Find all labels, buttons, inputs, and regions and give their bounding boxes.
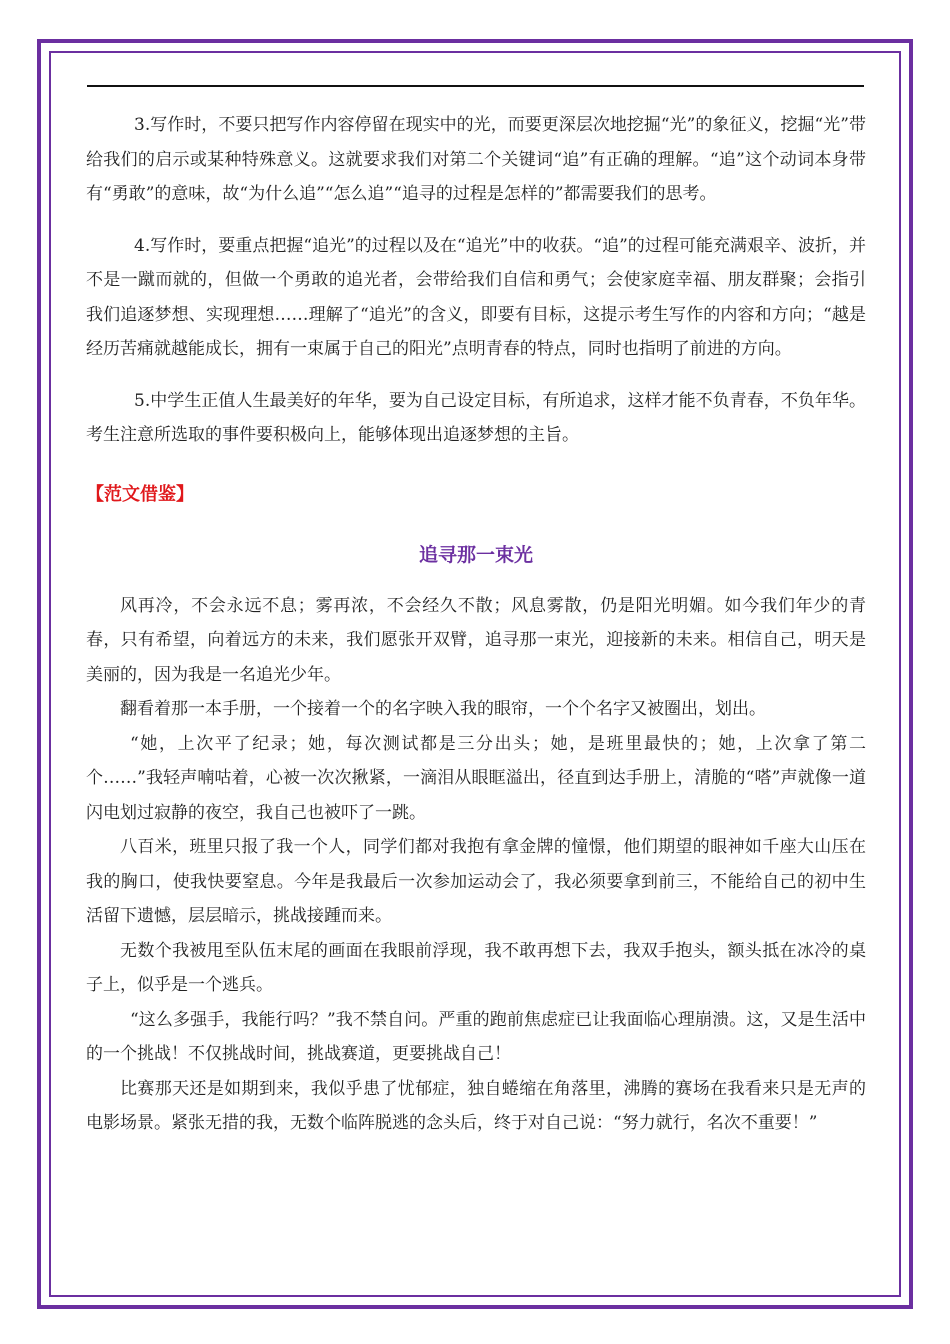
header-rule [87,85,864,87]
essay-title: 追寻那一束光 [418,544,533,566]
document-body [86,108,866,1141]
essay-paragraph: 比赛那天还是如期到来，我似乎患了忧郁症，独自蜷缩在角落里，沸腾的赛场在我看来只是无声的电影场景。紧张无措的我，无数个临阵脱逃的念头后，终于对自己说：“努力就行，名次不重要！” [86,1078,866,1133]
essay-paragraph: 翻看着那一本手册，一个接着一个的名字映入我的眼帘，一个个名字又被圈出，划出。 [120,699,766,719]
essay-paragraph: “她，上次平了纪录；她，每次测试都是三分出头；她，是班里最快的；她，上次拿了第二个……”我轻声喃咕着，心被一次次揪紧，一滴泪从眼眶溢出，径直到达手册上，清脆的“嗒”声就像一道闪电划过寂静的夜空，我自己也被吓了一跳。 [86,733,866,823]
essay-paragraph: 风再冷，不会永远不息；雾再浓，不会经久不散；风息雾散，仍是阳光明媚。如今我们年少的青春，只有希望，向着远方的未来，我们愿张开双臂，追寻那一束光，迎接新的未来。相信自己，明天是美丽的，因为我是一名追光少年。 [86,595,866,685]
section-label: 【范文借鉴】 [86,483,194,505]
tip-paragraph-5: 5.中学生正值人生最美好的年华，要为自己设定目标，有所追求，这样才能不负青春，不负年华。考生注意所选取的事件要积极向上，能够体现出追逐梦想的主旨。 [86,390,866,445]
essay-body [86,589,866,1141]
essay-paragraph: 八百米，班里只报了我一个人，同学们都对我抱有拿金牌的憧憬，他们期望的眼神如千座大山压在我的胸口，使我快要窒息。今年是我最后一次参加运动会了，我必须要拿到前三，不能给自己的初中生活留下遗憾，层层暗示，挑战接踵而来。 [86,837,866,926]
essay-paragraph: “这么多强手，我能行吗？”我不禁自问。严重的跑前焦虑症已让我面临心理崩溃。这，又是生活中的一个挑战！不仅挑战时间，挑战赛道，更要挑战自己！ [86,1009,866,1064]
essay-paragraph: 无数个我被甩至队伍末尾的画面在我眼前浮现，我不敢再想下去，我双手抱头，额头抵在冰冷的桌子上，似乎是一个逃兵。 [86,940,866,995]
tip-paragraph-4: 4.写作时，要重点把握“追光”的过程以及在“追光”中的收获。“追”的过程可能充满艰辛、波折，并不是一蹴而就的，但做一个勇敢的追光者，会带给我们自信和勇气；会使家庭幸福、朋友群聚；会指引我们追逐梦想、实现理想……理解了“追光”的含义，即要有目标，这提示考生写作的内容和方向；“越是经历苦痛就越能成长，拥有一束属于自己的阳光”点明青春的特点，同时也指明了前进的方向。 [86,235,866,359]
tip-paragraph-3: 3.写作时，不要只把写作内容停留在现实中的光，而要更深层次地挖掘“光”的象征义，挖掘“光”带给我们的启示或某种特殊意义。这就要求我们对第二个关键词“追”有正确的理解。“追”这个动词本身带有“勇敢”的意味，故“为什么追”“怎么追”“追寻的过程是怎样的”都需要我们的思考。 [86,115,866,204]
